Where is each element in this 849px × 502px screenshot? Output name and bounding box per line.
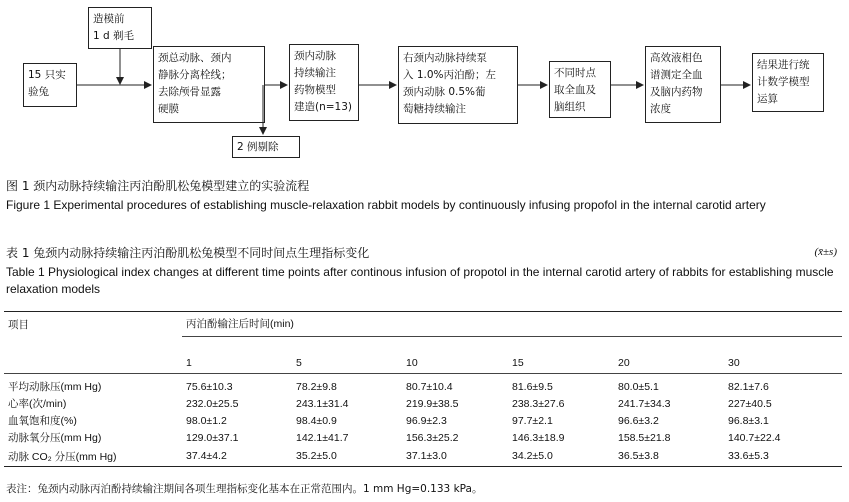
header-time: 1: [186, 357, 192, 369]
flow-box-hplc: 高效液相色 谱测定全血 及脑内药物 浓度: [645, 46, 721, 123]
cell: 98.0±1.2: [186, 414, 227, 427]
flow-box-pre-shave: 造模前 1 d 剃毛: [88, 7, 152, 49]
flow-box-excluded: 2 例剔除: [232, 136, 300, 158]
stat-label: (x̄±s): [814, 246, 837, 258]
header-time: 20: [618, 357, 630, 369]
figure-caption-en: Figure 1 Experimental procedures of establishing muscle-relaxation rabbit models by continuously infusing propofol in the internal carotid artery: [6, 198, 766, 212]
table-row: [4, 412, 842, 429]
table-note: 表注：兔颈内动脉丙泊酚持续输注期间各项生理指标变化基本在正常范围内。1 mm Hg=0.133 kPa。: [6, 483, 483, 495]
cell: 97.7±2.1: [512, 414, 553, 427]
row-label: 心率(次/min): [8, 398, 67, 410]
cell: 35.2±5.0: [296, 450, 337, 462]
cell: 34.2±5.0: [512, 450, 553, 462]
cell: 238.3±27.6: [512, 397, 565, 410]
cell: 96.6±3.2: [618, 414, 659, 427]
cell: 158.5±21.8: [618, 431, 671, 444]
cell: 232.0±25.5: [186, 397, 239, 410]
header-time: 10: [406, 357, 418, 369]
cell: 146.3±18.9: [512, 431, 565, 444]
cell: 81.6±9.5: [512, 380, 553, 393]
header-time: 15: [512, 357, 524, 369]
cell: 156.3±25.2: [406, 431, 459, 444]
table-row: [4, 429, 842, 446]
cell: 36.5±3.8: [618, 450, 659, 462]
data-table: [4, 311, 842, 467]
header-time-group: 丙泊酚输注后时间(min): [186, 318, 294, 331]
cell: 129.0±37.1: [186, 431, 239, 444]
table-caption-en: Table 1 Physiological index changes at different time points after continous infusion of propotol in the internal carotid artery of rabbits for establishing muscle relaxation models: [6, 265, 834, 296]
table-row: [4, 378, 842, 395]
row-label: 动脉氧分压(mm Hg): [8, 432, 102, 444]
row-label: 平均动脉压(mm Hg): [8, 381, 102, 393]
cell: 219.9±38.5: [406, 397, 459, 410]
cell: 37.1±3.0: [406, 450, 447, 462]
cell: 98.4±0.9: [296, 414, 337, 427]
cell: 82.1±7.6: [728, 380, 769, 393]
header-time: 30: [728, 357, 740, 369]
flow-box-surgery: 颈总动脉、颈内 静脉分离栓线； 去除颅骨显露 硬膜: [153, 46, 265, 123]
cell: 96.9±2.3: [406, 414, 447, 427]
table-row: [4, 446, 842, 467]
table-row: [4, 395, 842, 412]
cell: 80.0±5.1: [618, 380, 659, 393]
cell: 78.2±9.8: [296, 380, 337, 393]
row-label: 血氧饱和度(%): [8, 415, 77, 427]
cell: 241.7±34.3: [618, 397, 671, 410]
cell: 37.4±4.2: [186, 450, 227, 462]
header-times-row: [4, 353, 842, 374]
cell: 227±40.5: [728, 397, 772, 410]
flow-box-rabbits: 15 只实 验兔: [23, 63, 77, 107]
cell: 75.6±10.3: [186, 380, 233, 393]
flow-box-model: 颈内动脉 持续输注 药物模型 建造(n=13): [289, 44, 359, 121]
cell: 96.8±3.1: [728, 414, 769, 427]
figure-caption-cn: 图 1 颈内动脉持续输注丙泊酚肌松兔模型建立的实验流程: [6, 179, 310, 193]
cell: 243.1±31.4: [296, 397, 349, 410]
cell: 80.7±10.4: [406, 380, 453, 393]
header-item: 项目: [8, 318, 29, 331]
cell: 142.1±41.7: [296, 431, 349, 444]
table-caption-cn: 表 1 兔颈内动脉持续输注丙泊酚肌松兔模型不同时间点生理指标变化: [6, 246, 370, 260]
cell: 33.6±5.3: [728, 450, 769, 462]
row-label: 动脉 CO₂ 分压(mm Hg): [8, 450, 117, 463]
cell: 140.7±22.4: [728, 431, 781, 444]
header-time: 5: [296, 357, 302, 369]
flow-box-sampling: 不同时点 取全血及 脑组织: [549, 61, 611, 118]
flow-box-statistics: 结果进行统 计数学模型 运算: [752, 53, 824, 112]
flow-box-infusion: 右颈内动脉持续泵 入 1.0%丙泊酚；左 颈内动脉 0.5%葡 萄糖持续输注: [398, 46, 518, 124]
